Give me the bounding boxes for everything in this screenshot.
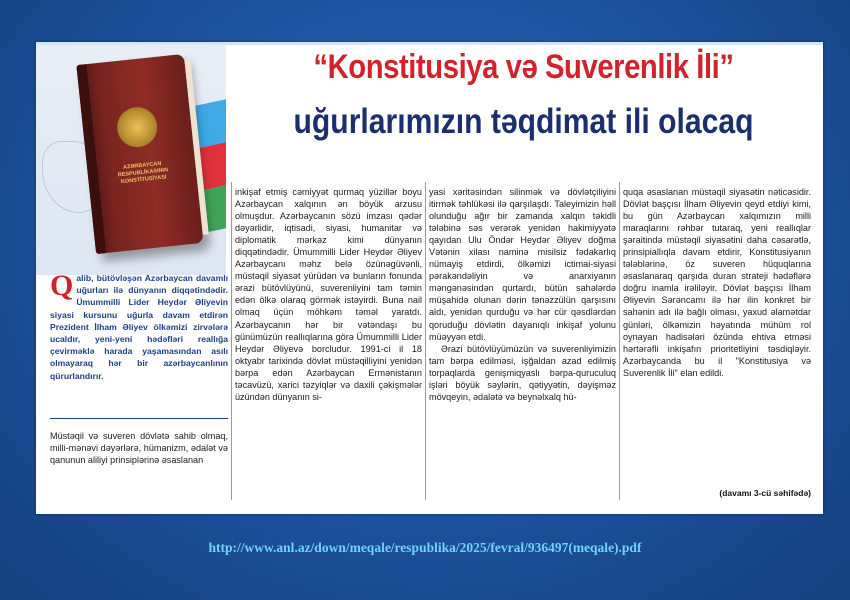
article-column-1 <box>50 430 228 466</box>
constitution-illustration <box>36 45 226 275</box>
headline-line-1: “Konstitusiya və Suverenlik İli” <box>313 48 734 86</box>
column-4-text: quqa əsaslanan müstəqil siyasətin nəticəsidir. Dövlət başçısı İlham Əliyevin qeyd etdiyi kimi, bu gün Azərbaycan xalqımızın milli maraqlarını rəhbər tutaraq, yeni reallıqlar şəraitində müstəqil siyasətini daha cəsarətlə, prinsipiallıqla davam etdirir, Konstitusiyanın tələblərinə, öz suveren hüquqlarına əsaslanaraq qarşıda duran strateji hədəflərə doğru inamla irəliləyir. Dövlət başçısı İlham Əliyevin Sərəncamı ilə hər ilin konkret bir sahənin adı ilə bağlı olması, yaxud əlamətdar günləri, ölkəmizin həyatında mühüm rol oynayan hadisələri özündə ehtiva etməsi hərtərəfli inkişafın prioritetliyini təsdiqləyir. Azərbaycanda bu il "Konstitusiya və Suverenlik İli" elan edildi. <box>623 187 811 378</box>
article-column-3 <box>429 186 616 403</box>
continued-note: (davamı 3-cü səhifədə) <box>719 488 811 498</box>
article-column-4 <box>623 186 811 379</box>
headline-line-2: uğurlarımızın təqdimat ili olacaq <box>293 102 754 141</box>
column-2-text: inkişaf etmiş cəmiyyət qurmaq yüzillər boyu Azərbaycan xalqının ən böyük arzusu olmuşdur. Azərbaycanın sözü imzası qədər dəyərlidir, iqtisadi, siyasi, humanitar və diplomatik mərkəz kimi dünyanın diqqətindədir. Ümummilli Lider Heydər Əliyev Azərbaycanı məhz belə özünəgüvənli, müstəqil siyasət yürüdən və bunların fonunda ərazi bütövlüyünü, suverenliyini tam təmin edən ölkə olaraq görmək istəyirdi. Buna nail olmaq üçün möhkəm təməl yaratdı. Azərbaycanın hər bir vətəndaşı bu günümüzün reallıqlarına görə Ümummilli Lider Heydər Əliyevə borcludur. 1991-ci il 18 oktyabr tarixində dövlət müstəqilliyini yenidən bərpa edən Azərbaycan Ermənistanın təcavüzü, xarici təzyiqlər və daxili çəkişmələr üzündən dünyanın si- <box>235 187 422 402</box>
column-3-text-b: Ərazi bütövlüyümüzün və suverenliyimizin tam bərpa edilməsi, işğaldan azad edilmiş torpaqlarda genişmiqyaslı bərpa-quruculuq işləri böyük səylərin, qətiyyətin, dəyişməz mövqeyin, ədalətə və beynəlxalq hü- <box>429 343 616 402</box>
column-rule <box>231 182 232 500</box>
lead-divider <box>50 418 228 419</box>
column-rule <box>619 182 620 500</box>
newspaper-clipping <box>36 42 823 514</box>
source-url-link[interactable]: http://www.anl.az/down/meqale/respublika/2025/fevral/936497(meqale).pdf <box>208 540 642 555</box>
constitution-book-icon <box>76 54 203 254</box>
column-3-text-a: yasi xəritəsindən silinmək və dövlətçiliyini itirmək təhlükəsi ilə qarşılaşdı. Taleyimizin həll olunduğu ağır bir zamanda xalqın təkidli tələbinə səs verərək yenidən hakimiyyətə qayıdan Ulu Öndər Heydər Əliyev doğma Vətənin xilası naminə misilsiz fədakarlıq nümayiş etdirdi, ölkəmizi ictimai-siyasi pərakəndəliyin və anarxiyanın məngənəsindən qurtardı, bütün sahələrdə müşahidə olunan dərin tənəzzülün qarşısını aldı, yenidən qurduğu və hər cür qəsdlərdən qoruduğu dövlətin dayanıqlı inkişaf yolunu müəyyən etdi. <box>429 187 616 342</box>
lead-text: alib, bütövləşən Azərbaycan davamlı uğurları ilə dünyanın diqqətindədir. Ümummilli Lider Heydər Əliyevin siyasi kursunu uğurla davam etdirən Prezident İlham Əliyev ölkəmizi zirvələrə ucaldır, yeni-yeni hədəfləri reallığa çevirməklə harada yaşamasından asılı olmayaraq hər bir azərbaycanlının qürurlandırır. <box>50 273 228 381</box>
column-1-text: Müstəqil və suveren dövlətə sahib olmaq, milli-mənəvi dəyərlərə, hümanizm, ədalət və qanunun aliliyi prinsiplərinə əsaslanan <box>50 431 228 466</box>
lead-paragraph <box>50 269 228 382</box>
column-rule <box>425 182 426 500</box>
article-column-2 <box>235 186 422 403</box>
drop-cap: Q <box>50 269 74 302</box>
emblem-icon <box>115 105 159 149</box>
book-cover-text: AZƏRBAYCAN RESPUBLİKASININ KONSTİTUSİYASI <box>117 160 169 186</box>
